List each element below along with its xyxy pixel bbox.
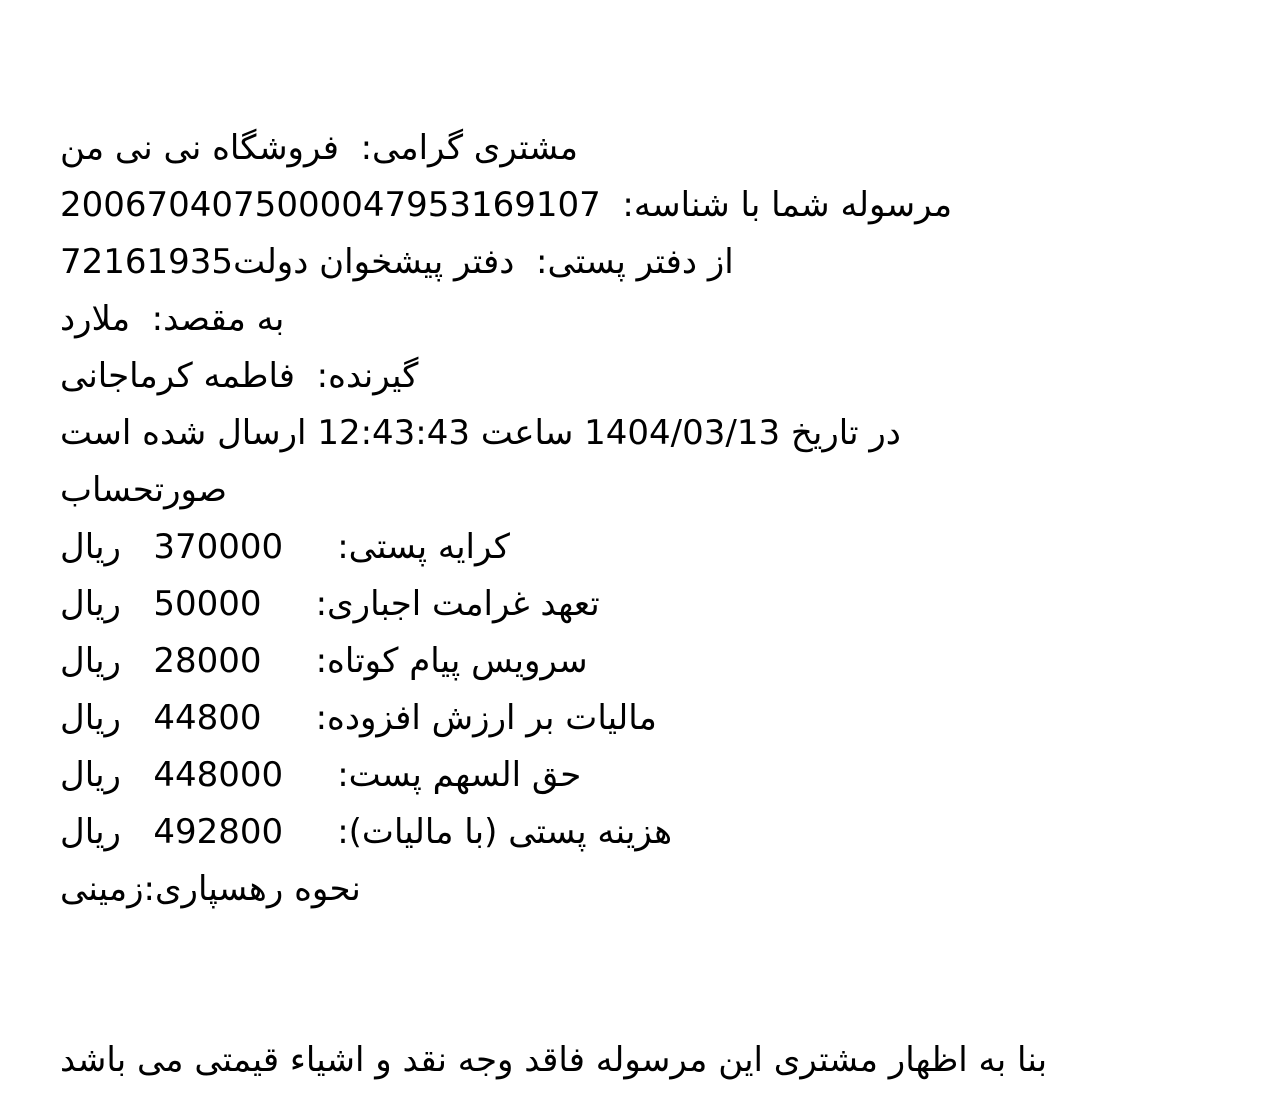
destination-line: به مقصد: ملارد: [60, 299, 285, 339]
declaration-line: بنا به اظهار مشتری این مرسوله فاقد وجه نقد و اشیاء قیمتی می باشد: [60, 1040, 1048, 1080]
recipient-line: گیرنده: فاطمه کرماجانی: [60, 356, 419, 396]
post-share-line: حق السهم پست: 448000 ریال: [60, 755, 582, 795]
vat-line: مالیات بر ارزش افزوده: 44800 ریال: [60, 698, 657, 738]
customer-line: مشتری گرامی: فروشگاه نی نی من: [60, 128, 578, 168]
delivery-method-line: نحوه رهسپاری:زمینی: [60, 869, 361, 909]
origin-office-line: از دفتر پستی: دفتر پیشخوان دولت72161935: [60, 242, 734, 282]
compensation-fee-line: تعهد غرامت اجباری: 50000 ریال: [60, 584, 600, 624]
postage-fee-line: کرایه پستی: 370000 ریال: [60, 527, 510, 567]
blank-gap: [60, 918, 1160, 1032]
sms-service-fee-line: سرویس پیام کوتاه: 28000 ریال: [60, 641, 588, 681]
total-cost-line: هزینه پستی (با مالیات): 492800 ریال: [60, 812, 673, 852]
shipment-id-line: مرسوله شما با شناسه: 2006704075000047953169107: [60, 185, 953, 225]
invoice-heading: صورتحساب: [60, 470, 227, 510]
sent-date-line: در تاریخ 1404/03/13 ساعت 12:43:43 ارسال شده است: [60, 413, 901, 453]
sms-message-body: [60, 120, 1160, 1089]
